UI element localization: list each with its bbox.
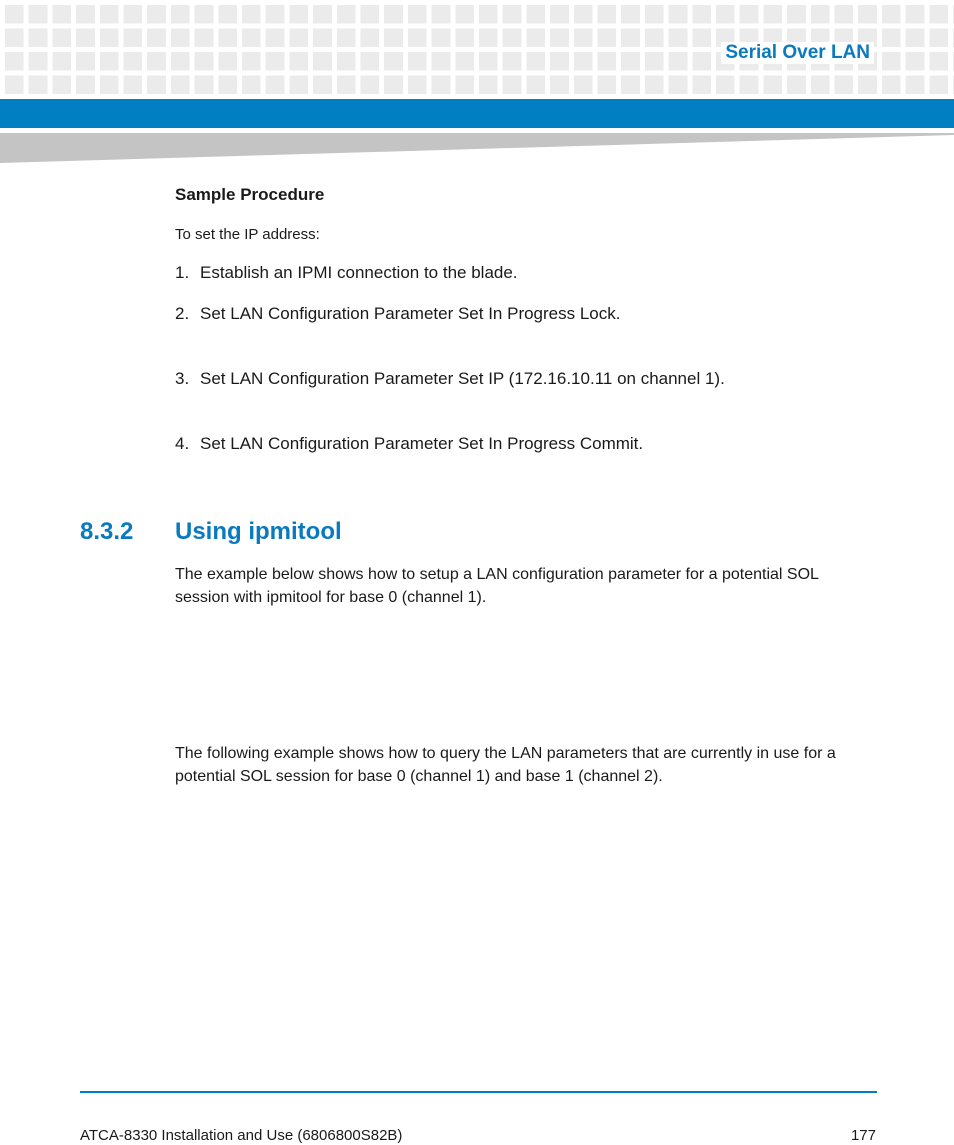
procedure-step-3 — [175, 369, 725, 389]
step-text: Establish an IPMI connection to the blade. — [200, 263, 518, 282]
footer-page-number: 177 — [850, 1127, 876, 1144]
step-number: 4. — [175, 434, 190, 453]
step-text: Set LAN Configuration Parameter Set In Progress Lock. — [200, 304, 621, 323]
step-text: Set LAN Configuration Parameter Set In Progress Commit. — [200, 434, 644, 453]
step-number: 1. — [175, 263, 190, 282]
footer-document-title: ATCA-8330 Installation and Use (6806800S82B) — [80, 1127, 403, 1144]
step-number: 3. — [175, 369, 190, 388]
section-number: 8.3.2 — [80, 518, 134, 545]
section-paragraph-2: The following example shows how to query the LAN parameters that are currently in use for a potential SOL session for base 0 (channel 1) and base 1 (channel 2). — [175, 745, 836, 785]
procedure-step-2 — [175, 304, 620, 324]
section-paragraph-1: The example below shows how to setup a LAN configuration parameter for a potential SOL session with ipmitool for base 0 (channel 1). — [175, 566, 819, 606]
procedure-intro: To set the IP address: — [175, 226, 320, 243]
header-grey-wedge — [0, 131, 954, 163]
running-header-title: Serial Over LAN — [721, 42, 874, 64]
step-text: Set LAN Configuration Parameter Set IP (172.16.10.11 on channel 1). — [200, 369, 725, 388]
procedure-step-4 — [175, 434, 643, 454]
sample-procedure-heading: Sample Procedure — [175, 185, 325, 204]
section-title: Using ipmitool — [175, 518, 342, 545]
header-blue-band — [0, 99, 954, 128]
footer-rule — [80, 1091, 877, 1093]
step-number: 2. — [175, 304, 190, 323]
procedure-step-1 — [175, 263, 518, 283]
